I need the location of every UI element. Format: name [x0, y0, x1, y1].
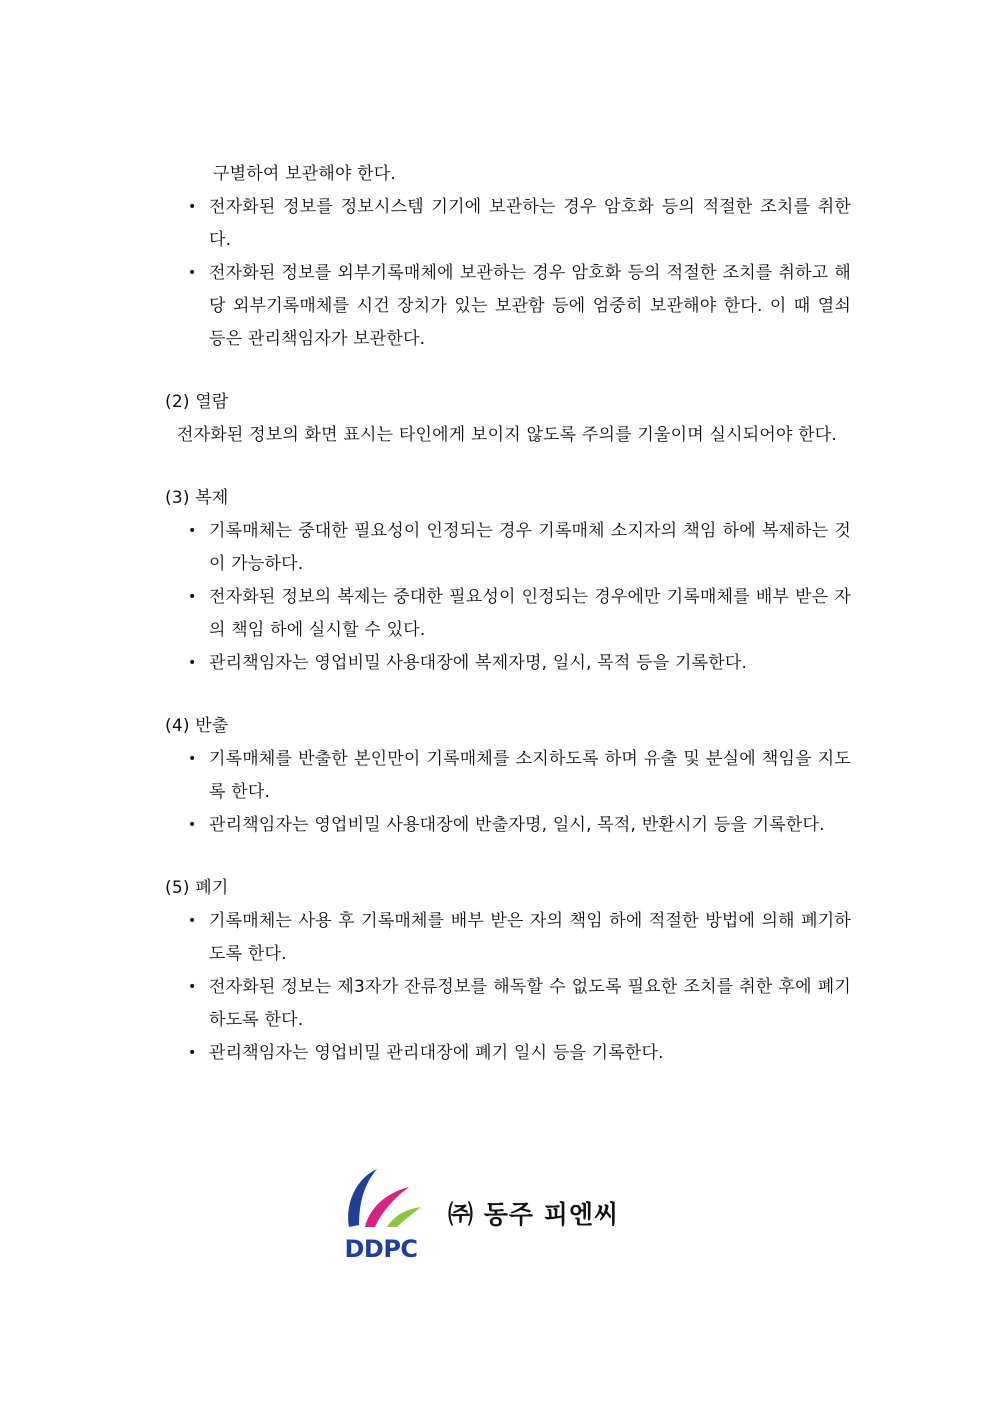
bullet-dot: • — [188, 1045, 197, 1061]
bullet-dot: • — [188, 199, 197, 215]
bullet-dot: • — [188, 979, 197, 995]
continuation-line: 구별하여 보관해야 한다. — [213, 164, 397, 184]
bullet-dot: • — [188, 589, 197, 605]
copy-bullet-1 — [165, 515, 851, 581]
bullet-text: 관리책임자는 영업비밀 사용대장에 반출자명, 일시, 목적, 반환시기 등을 기록한다. — [209, 815, 825, 835]
bullet-text: 전자화된 정보는 제3자가 잔류정보를 해독할 수 없도록 필요한 조치를 취한 후에 폐기하도록 한다. — [209, 977, 851, 1030]
ddpc-logo-icon — [335, 1165, 427, 1261]
bullet-text: 전자화된 정보를 외부기록매체에 보관하는 경우 암호화 등의 적절한 조치를 취하고 해당 외부기록매체를 시건 장치가 있는 보관함 등에 엄중히 보관해야 한다. 이 때 열쇠 등은 관리책임자가 보관한다. — [209, 263, 851, 349]
bullet-text: 기록매체는 사용 후 기록매체를 배부 받은 자의 책임 하에 적절한 방법에 의해 폐기하도록 한다. — [209, 911, 851, 964]
bullet-dot: • — [188, 265, 197, 281]
storage-bullet-2 — [165, 257, 851, 356]
bullet-dot: • — [188, 817, 197, 833]
viewing-paragraph: 전자화된 정보의 화면 표시는 타인에게 보이지 않도록 주의를 기울이며 실시되어야 한다. — [177, 425, 838, 445]
bullet-text: 기록매체는 중대한 필요성이 인정되는 경우 기록매체 소지자의 책임 하에 복제하는 것이 가능하다. — [209, 521, 851, 574]
bullet-text: 전자화된 정보를 정보시스템 기기에 보관하는 경우 암호화 등의 적절한 조치를 취한다. — [209, 197, 851, 250]
bullet-dot: • — [188, 751, 197, 767]
section-heading-export: (4) 반출 — [165, 716, 229, 736]
export-bullet-1 — [165, 743, 851, 809]
company-footer — [335, 1165, 655, 1265]
logo-text: DDPC — [344, 1235, 418, 1261]
logo-green-swoosh — [387, 1207, 421, 1227]
bullet-text: 전자화된 정보의 복제는 중대한 필요성이 인정되는 경우에만 기록매체를 배부 받은 자의 책임 하에 실시할 수 있다. — [209, 587, 851, 640]
copy-bullet-3 — [165, 647, 851, 680]
bullet-dot: • — [188, 913, 197, 929]
export-bullet-2 — [165, 809, 851, 842]
storage-bullet-1 — [165, 191, 851, 257]
bullet-dot: • — [188, 655, 197, 671]
bullet-text: 관리책임자는 영업비밀 관리대장에 폐기 일시 등을 기록한다. — [209, 1043, 664, 1063]
section-heading-disposal: (5) 폐기 — [165, 878, 229, 898]
section-heading-viewing: (2) 열람 — [165, 392, 229, 412]
disposal-bullet-3 — [165, 1037, 851, 1070]
copy-bullet-2 — [165, 581, 851, 647]
disposal-bullet-2 — [165, 971, 851, 1037]
document-page — [165, 158, 851, 1070]
disposal-bullet-1 — [165, 905, 851, 971]
section-heading-copy: (3) 복제 — [165, 488, 229, 508]
company-name: ㈜ 동주 피엔씨 — [448, 1200, 620, 1229]
bullet-dot: • — [188, 523, 197, 539]
bullet-text: 기록매체를 반출한 본인만이 기록매체를 소지하도록 하며 유출 및 분실에 책임을 지도록 한다. — [209, 749, 851, 802]
bullet-text: 관리책임자는 영업비밀 사용대장에 복제자명, 일시, 목적 등을 기록한다. — [209, 653, 748, 673]
